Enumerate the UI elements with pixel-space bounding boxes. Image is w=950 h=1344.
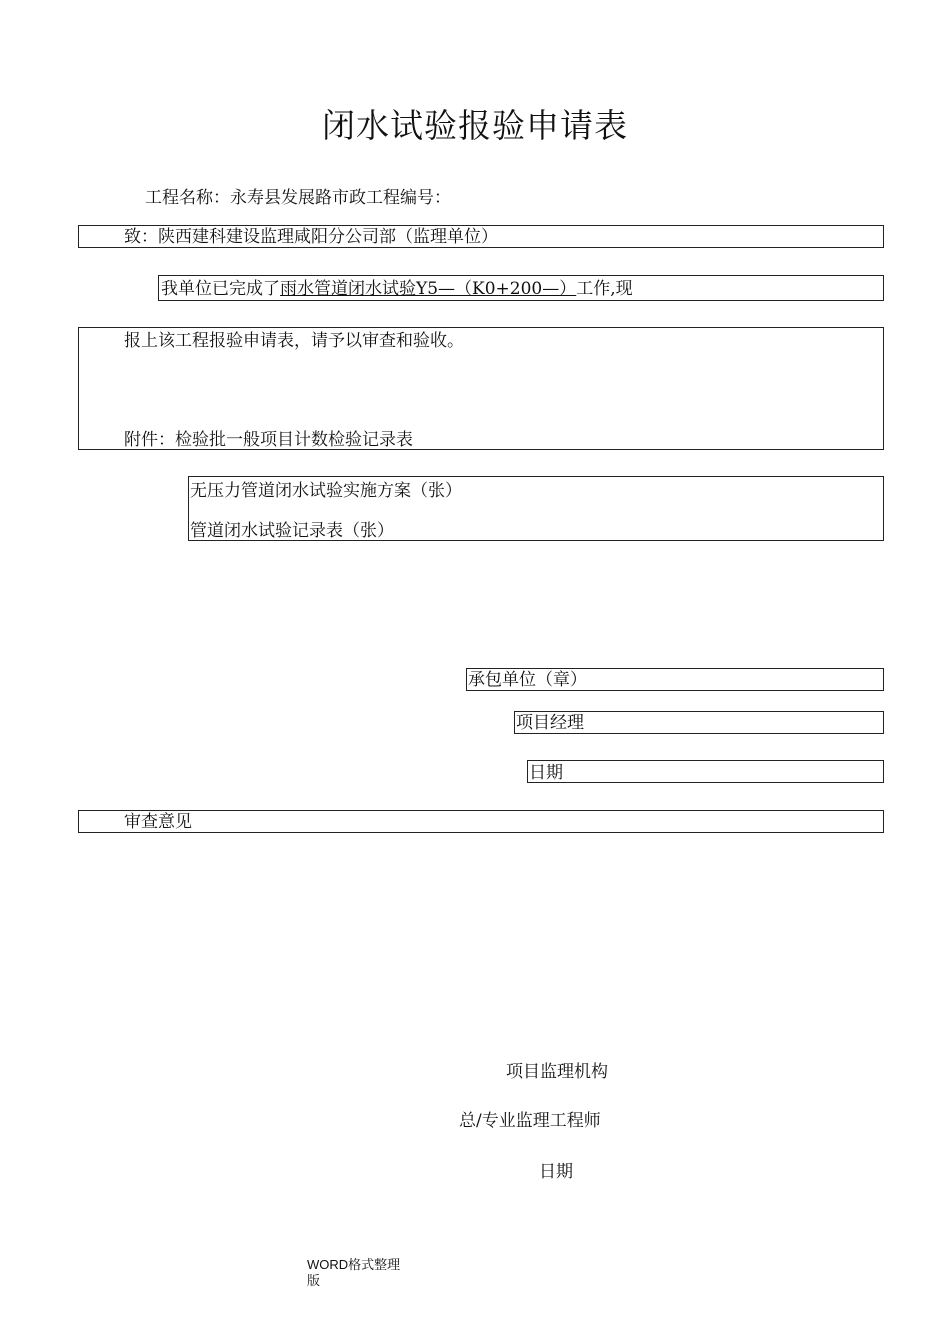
review-label: 审查意见: [124, 812, 192, 832]
attachment-item-2: 管道闭水试验记录表（张）: [190, 521, 394, 541]
contractor-unit-box: [466, 668, 884, 691]
submit-line: 报上该工程报验申请表，请予以审查和验收。: [124, 331, 464, 351]
contractor-unit-label: 承包单位（章）: [468, 670, 587, 690]
supervision-org: 项目监理机构: [506, 1062, 608, 1082]
completed-item: 雨水管道闭水试验Y5—（K0+200—）: [280, 279, 577, 299]
contractor-date-label: 日期: [529, 763, 563, 783]
attachments-label: 附件：检验批一般项目计数检验记录表: [124, 430, 413, 450]
attachments-box: [188, 476, 884, 541]
submit-box: [78, 327, 884, 450]
project-name-line: 工程名称：永寿县发展路市政工程编号：: [145, 188, 451, 208]
project-manager-box: [514, 711, 884, 734]
supervision-date: 日期: [539, 1162, 573, 1182]
footer-line-1: WORD格式整理: [307, 1257, 401, 1272]
footer-line-2: 版: [307, 1273, 321, 1288]
to-line: 致：陕西建科建设监理咸阳分公司部（监理单位）: [124, 227, 498, 247]
attachment-item-1: 无压力管道闭水试验实施方案（张）: [190, 481, 462, 501]
completed-prefix: 我单位已完成了: [161, 279, 280, 299]
supervision-engineer: 总/专业监理工程师: [459, 1111, 601, 1131]
project-manager-label: 项目经理: [516, 713, 584, 733]
form-title: 闭水试验报验申请表: [322, 106, 628, 145]
footer-note: [307, 1257, 400, 1289]
review-box: [78, 810, 884, 833]
to-line-box: [78, 225, 884, 248]
contractor-date-box: [527, 760, 884, 783]
completed-box: [158, 275, 884, 301]
completed-line: [161, 278, 633, 300]
completed-suffix: 工作,现: [576, 279, 633, 299]
